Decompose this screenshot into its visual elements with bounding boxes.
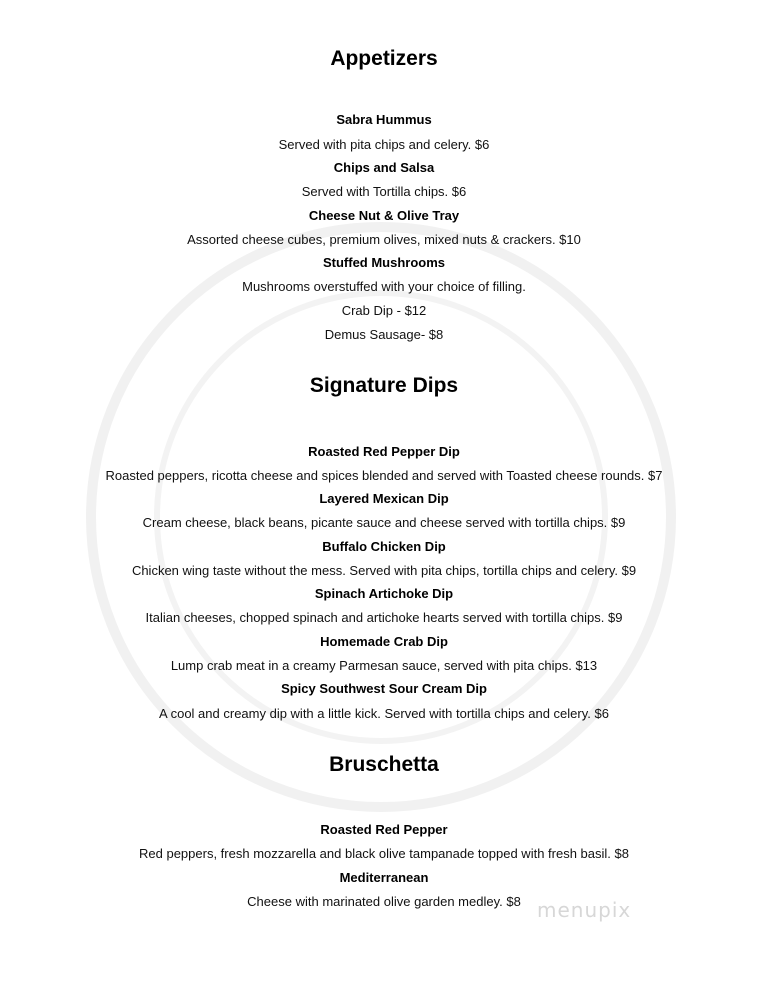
item-name: Mediterranean [339,870,429,885]
section-title-bruschetta: Bruschetta [329,753,439,776]
item-description: Lump crab meat in a creamy Parmesan sauce, served with pita chips. $13 [170,658,598,673]
item-name: Sabra Hummus [336,112,432,127]
item-description: Italian cheeses, chopped spinach and artichoke hearts served with tortilla chips. $9 [145,610,623,625]
item-name: Spinach Artichoke Dip [314,586,454,601]
item-name: Roasted Red Pepper [320,822,448,837]
item-description: A cool and creamy dip with a little kick. Served with tortilla chips and celery. $6 [159,706,609,721]
menupix-logo: menupix [537,898,632,922]
item-description: Chicken wing taste without the mess. Served with pita chips, tortilla chips and celery. $9 [131,563,637,578]
item-name: Buffalo Chicken Dip [322,539,446,554]
item-name: Cheese Nut & Olive Tray [308,208,460,223]
section-title-appetizers: Appetizers [330,47,438,70]
item-description: Roasted peppers, ricotta cheese and spices blended and served with Toasted cheese rounds. $7 [105,468,663,483]
item-description: Served with pita chips and celery. $6 [278,137,490,152]
item-description: Served with Tortilla chips. $6 [301,184,467,199]
item-name: Layered Mexican Dip [319,491,449,506]
extra-item: Demus Sausage- $8 [324,327,444,342]
item-description: Cream cheese, black beans, picante sauce and cheese served with tortilla chips. $9 [142,515,626,530]
extra-item: Crab Dip - $12 [341,303,427,318]
item-description: Assorted cheese cubes, premium olives, mixed nuts & crackers. $10 [187,232,581,247]
section-title-signature-dips: Signature Dips [309,374,459,397]
item-name: Stuffed Mushrooms [322,255,446,270]
item-name: Chips and Salsa [333,160,435,175]
item-name: Spicy Southwest Sour Cream Dip [281,681,487,696]
item-description: Cheese with marinated olive garden medley. $8 [247,894,521,909]
item-name: Roasted Red Pepper Dip [308,444,460,459]
item-name: Homemade Crab Dip [320,634,448,649]
item-description: Red peppers, fresh mozzarella and black olive tampanade topped with fresh basil. $8 [139,846,629,861]
item-description: Mushrooms overstuffed with your choice of filling. [242,279,526,294]
